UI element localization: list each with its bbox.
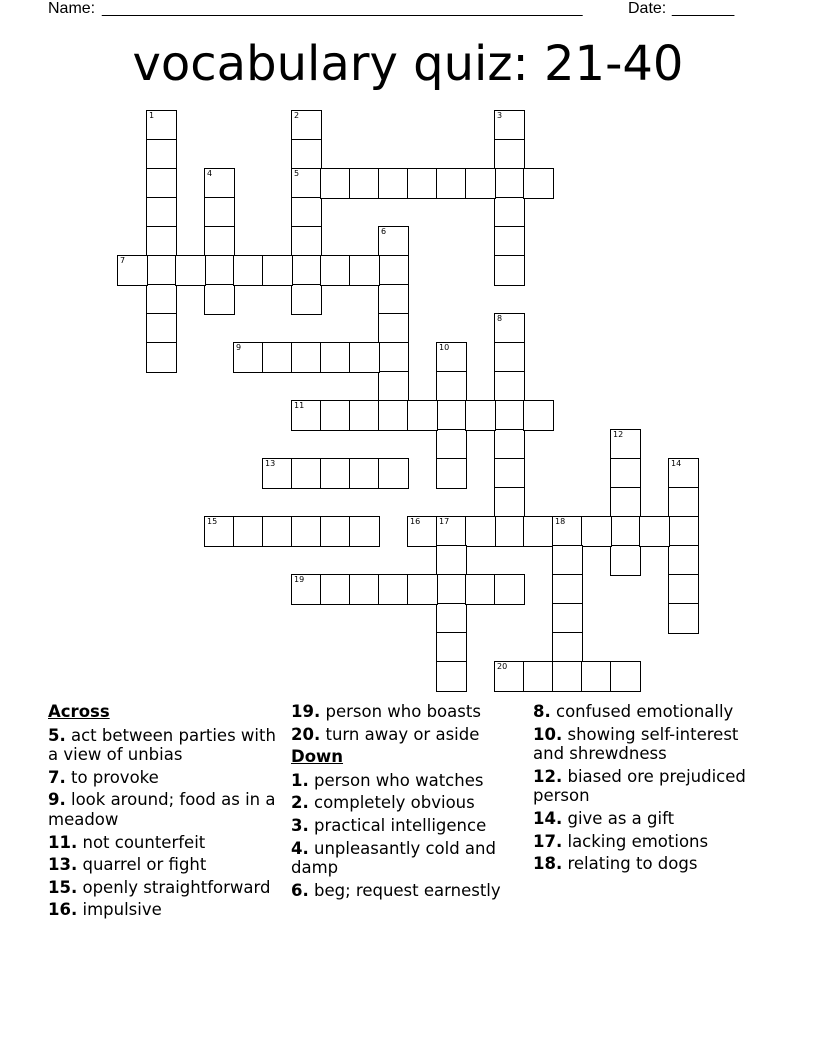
grid-cell[interactable]	[204, 197, 235, 228]
grid-cell[interactable]	[291, 458, 322, 489]
date-field[interactable]: _______	[672, 0, 735, 17]
grid-cell[interactable]	[436, 168, 467, 199]
clue-number: 18	[555, 517, 566, 526]
grid-cell[interactable]	[494, 255, 525, 286]
grid-cell[interactable]	[291, 168, 322, 199]
clue-number: 4.	[291, 838, 309, 858]
page-title: vocabulary quiz: 21-40	[132, 36, 684, 92]
clue-item	[291, 725, 531, 745]
date-label: Date:	[628, 0, 667, 17]
grid-cell[interactable]	[146, 313, 177, 344]
grid-cell[interactable]	[175, 255, 206, 286]
grid-cell[interactable]	[117, 255, 148, 286]
clue-text: unpleasantly cold and damp	[291, 838, 496, 878]
clue-item	[48, 900, 288, 920]
grid-cell[interactable]	[610, 487, 641, 518]
grid-cell[interactable]	[552, 545, 583, 576]
clue-item	[291, 771, 531, 791]
clue-number: 5.	[48, 725, 66, 745]
clue-item	[533, 809, 773, 829]
grid-cell[interactable]	[552, 661, 583, 692]
grid-cell[interactable]	[581, 516, 612, 547]
clue-text: look around; food as in a meadow	[48, 790, 276, 829]
grid-cell[interactable]	[291, 197, 322, 228]
grid-cell[interactable]	[378, 313, 409, 344]
clue-number: 16	[410, 517, 421, 526]
clue-number: 17	[439, 517, 450, 526]
down-heading: Down	[291, 747, 344, 767]
grid-cell[interactable]	[291, 255, 322, 286]
clue-number: 16.	[48, 900, 78, 920]
grid-cell[interactable]	[465, 168, 496, 199]
clue-number: 8	[497, 314, 503, 323]
clue-number: 15.	[48, 877, 78, 897]
clue-text: practical intelligence	[314, 815, 487, 835]
clue-number: 14	[671, 459, 682, 468]
grid-cell[interactable]	[233, 342, 264, 373]
clue-item	[291, 839, 531, 878]
clue-text: give as a gift	[567, 808, 675, 828]
clue-column-3	[533, 702, 773, 877]
grid-cell[interactable]	[291, 342, 322, 373]
grid-cell[interactable]	[204, 168, 235, 199]
clue-number: 5	[294, 169, 300, 178]
grid-cell[interactable]	[378, 342, 409, 373]
grid-cell[interactable]	[262, 516, 293, 547]
grid-cell[interactable]	[465, 400, 496, 431]
grid-cell[interactable]	[494, 139, 525, 170]
clue-number: 2	[294, 111, 300, 120]
grid-cell[interactable]	[349, 458, 380, 489]
clue-number: 19.	[291, 702, 321, 721]
grid-cell[interactable]	[320, 400, 351, 431]
grid-cell[interactable]	[552, 574, 583, 605]
clue-column-1	[48, 702, 288, 923]
clue-text: biased ore prejudiced person	[533, 766, 746, 806]
grid-cell[interactable]	[494, 110, 525, 141]
grid-cell[interactable]	[494, 661, 525, 692]
grid-cell[interactable]	[378, 400, 409, 431]
grid-cell[interactable]	[494, 487, 525, 518]
clue-number: 1	[149, 111, 155, 120]
grid-cell[interactable]	[552, 632, 583, 663]
grid-cell[interactable]	[668, 487, 699, 518]
clue-item	[48, 855, 288, 875]
grid-cell[interactable]	[349, 342, 380, 373]
clue-text: turn away or aside	[325, 724, 480, 744]
grid-cell[interactable]	[291, 574, 322, 605]
clue-text: beg; request earnestly	[314, 880, 501, 900]
grid-cell[interactable]	[668, 516, 699, 547]
grid-cell[interactable]	[668, 458, 699, 489]
grid-cell[interactable]	[349, 400, 380, 431]
grid-cell[interactable]	[494, 342, 525, 373]
grid-cell[interactable]	[610, 545, 641, 576]
grid-cell[interactable]	[668, 574, 699, 605]
grid-cell[interactable]	[436, 545, 467, 576]
clue-number: 13	[265, 459, 276, 468]
grid-cell[interactable]	[146, 110, 177, 141]
clue-number: 3.	[291, 815, 309, 835]
grid-cell[interactable]	[436, 458, 467, 489]
grid-cell[interactable]	[552, 603, 583, 634]
clue-text: act between parties with a view of unbias	[48, 725, 276, 765]
clue-number: 6.	[291, 880, 309, 900]
grid-cell[interactable]	[465, 574, 496, 605]
grid-cell[interactable]	[204, 255, 235, 286]
clue-item	[533, 702, 773, 722]
grid-cell[interactable]	[494, 429, 525, 460]
clue-item	[291, 793, 531, 813]
grid-cell[interactable]	[204, 226, 235, 257]
grid-cell[interactable]	[494, 371, 525, 402]
clue-item	[291, 816, 531, 836]
grid-cell[interactable]	[320, 574, 351, 605]
grid-cell[interactable]	[436, 429, 467, 460]
clue-item	[533, 725, 773, 764]
clue-text: confused emotionally	[556, 702, 734, 721]
grid-cell[interactable]	[552, 516, 583, 547]
grid-cell[interactable]	[320, 516, 351, 547]
grid-cell[interactable]	[610, 429, 641, 460]
clue-text: person who boasts	[325, 702, 481, 721]
grid-cell[interactable]	[291, 226, 322, 257]
grid-cell[interactable]	[639, 516, 670, 547]
name-label: Name:	[48, 0, 96, 17]
clue-number: 7	[120, 256, 126, 265]
grid-cell[interactable]	[378, 458, 409, 489]
clue-number: 20	[497, 662, 508, 671]
grid-cell[interactable]	[320, 458, 351, 489]
grid-cell[interactable]	[378, 574, 409, 605]
clue-number: 10.	[533, 724, 563, 744]
grid-cell[interactable]	[494, 197, 525, 228]
clue-number: 12	[613, 430, 624, 439]
grid-cell[interactable]	[465, 516, 496, 547]
clue-number: 11	[294, 401, 305, 410]
grid-cell[interactable]	[349, 168, 380, 199]
grid-cell[interactable]	[436, 574, 467, 605]
grid-cell[interactable]	[320, 342, 351, 373]
grid-cell[interactable]	[146, 342, 177, 373]
clue-number: 11.	[48, 832, 78, 852]
grid-cell[interactable]	[523, 661, 554, 692]
grid-cell[interactable]	[233, 516, 264, 547]
grid-cell[interactable]	[146, 226, 177, 257]
clue-number: 12.	[533, 766, 563, 786]
grid-cell[interactable]	[378, 371, 409, 402]
clue-number: 10	[439, 343, 450, 352]
clue-text: quarrel or fight	[82, 855, 207, 875]
clue-text: showing self-interest and shrewdness	[533, 724, 739, 764]
grid-cell[interactable]	[349, 516, 380, 547]
clue-text: relating to dogs	[567, 854, 698, 874]
across-heading: Across	[48, 702, 110, 721]
clue-number: 19	[294, 575, 305, 584]
grid-cell[interactable]	[436, 371, 467, 402]
clue-number: 1.	[291, 770, 309, 790]
clue-number: 8.	[533, 702, 551, 721]
grid-cell[interactable]	[233, 255, 264, 286]
clue-item	[291, 881, 531, 901]
grid-cell[interactable]	[378, 284, 409, 315]
grid-cell[interactable]	[146, 168, 177, 199]
clue-item	[533, 832, 773, 852]
grid-cell[interactable]	[494, 226, 525, 257]
clue-item	[48, 833, 288, 853]
grid-cell[interactable]	[146, 139, 177, 170]
grid-cell[interactable]	[378, 226, 409, 257]
grid-cell[interactable]	[378, 255, 409, 286]
clue-column-2	[291, 702, 531, 903]
clue-number: 4	[207, 169, 213, 178]
clue-number: 18.	[533, 854, 563, 874]
grid-cell[interactable]	[146, 284, 177, 315]
grid-cell[interactable]	[320, 168, 351, 199]
grid-cell[interactable]	[204, 516, 235, 547]
clue-number: 9.	[48, 790, 66, 810]
grid-cell[interactable]	[610, 661, 641, 692]
clue-number: 14.	[533, 808, 563, 828]
grid-cell[interactable]	[291, 516, 322, 547]
clue-text: to provoke	[71, 767, 159, 787]
grid-cell[interactable]	[291, 110, 322, 141]
grid-cell[interactable]	[610, 458, 641, 489]
grid-cell[interactable]	[407, 516, 438, 547]
grid-cell[interactable]	[523, 400, 554, 431]
grid-cell[interactable]	[668, 603, 699, 634]
grid-cell[interactable]	[494, 400, 525, 431]
clue-text: impulsive	[82, 900, 162, 920]
grid-cell[interactable]	[436, 632, 467, 663]
grid-cell[interactable]	[262, 255, 293, 286]
clue-number: 20.	[291, 724, 321, 744]
clue-number: 15	[207, 517, 218, 526]
grid-cell[interactable]	[523, 516, 554, 547]
clue-item	[291, 702, 531, 722]
grid-cell[interactable]	[320, 255, 351, 286]
clue-number: 3	[497, 111, 503, 120]
grid-cell[interactable]	[349, 255, 380, 286]
clue-item	[48, 790, 288, 829]
grid-cell[interactable]	[291, 139, 322, 170]
grid-cell[interactable]	[291, 400, 322, 431]
clue-text: openly straightforward	[82, 877, 271, 897]
grid-cell[interactable]	[378, 168, 409, 199]
grid-cell[interactable]	[262, 458, 293, 489]
clue-item	[533, 854, 773, 874]
clue-number: 9	[236, 343, 242, 352]
grid-cell[interactable]	[407, 574, 438, 605]
grid-cell[interactable]	[436, 603, 467, 634]
grid-cell[interactable]	[349, 574, 380, 605]
clue-item	[48, 878, 288, 898]
grid-cell[interactable]	[407, 168, 438, 199]
grid-cell[interactable]	[494, 458, 525, 489]
clue-item	[48, 768, 288, 788]
clue-text: person who watches	[314, 770, 484, 790]
clue-number: 6	[381, 227, 387, 236]
grid-cell[interactable]	[262, 342, 293, 373]
grid-cell[interactable]	[146, 255, 177, 286]
grid-cell[interactable]	[494, 516, 525, 547]
clue-item	[48, 726, 288, 765]
grid-cell[interactable]	[436, 516, 467, 547]
grid-cell[interactable]	[581, 661, 612, 692]
grid-cell[interactable]	[494, 313, 525, 344]
clue-item	[533, 767, 773, 806]
grid-cell[interactable]	[146, 197, 177, 228]
clue-number: 13.	[48, 855, 78, 875]
clue-text: completely obvious	[314, 793, 475, 813]
grid-cell[interactable]	[204, 284, 235, 315]
grid-cell[interactable]	[407, 400, 438, 431]
grid-cell[interactable]	[668, 545, 699, 576]
clue-text: lacking emotions	[567, 831, 709, 851]
grid-cell[interactable]	[610, 516, 641, 547]
clue-number: 2.	[291, 793, 309, 813]
name-field[interactable]: ______________________________________________________	[102, 0, 583, 17]
grid-cell[interactable]	[291, 284, 322, 315]
clue-number: 17.	[533, 831, 563, 851]
grid-cell[interactable]	[436, 661, 467, 692]
grid-cell[interactable]	[494, 168, 525, 199]
grid-cell[interactable]	[494, 574, 525, 605]
clue-text: not counterfeit	[82, 832, 206, 852]
clue-number: 7.	[48, 767, 66, 787]
grid-cell[interactable]	[436, 400, 467, 431]
grid-cell[interactable]	[436, 342, 467, 373]
grid-cell[interactable]	[523, 168, 554, 199]
